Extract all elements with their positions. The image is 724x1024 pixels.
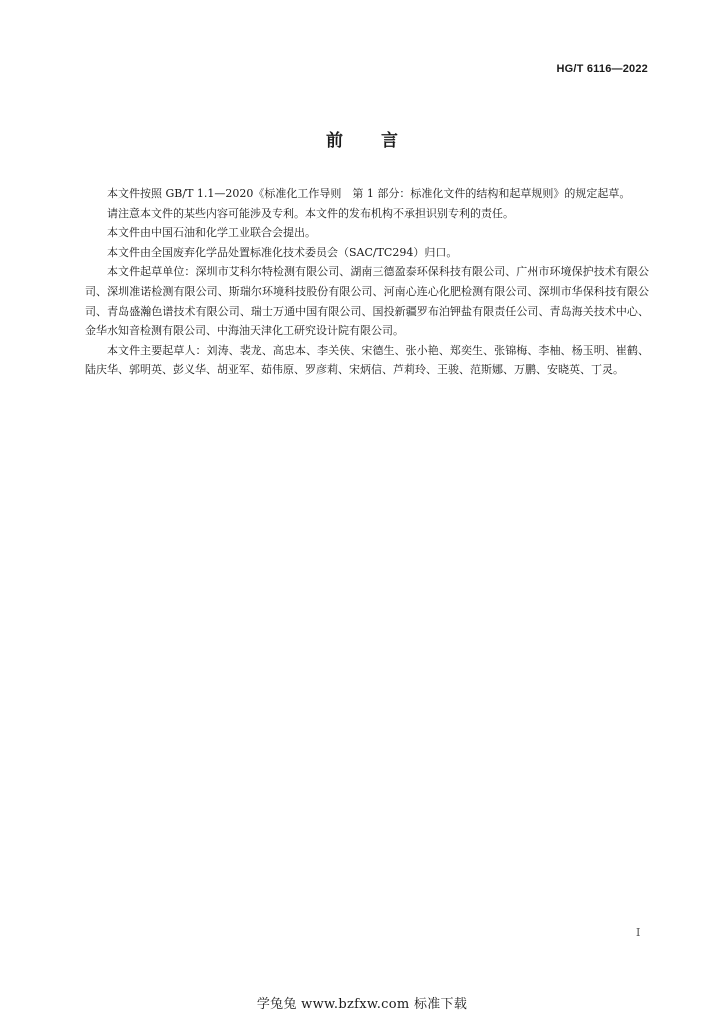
paragraph-proposer: 本文件由中国石油和化学工业联合会提出。 <box>107 226 316 240</box>
paragraph-drafters: 本文件主要起草人：刘涛、裴龙、高忠本、李关侠、宋德生、张小艳、郑奕生、张锦梅、李柚、杨玉明、崔鹤、陆庆华、郭明英、彭义华、胡亚军、茹伟原、罗彦莉、宋炳信、芦莉玲、王骏、范斯娜、万鹏、安晓英、丁灵。 <box>85 343 649 377</box>
page-number: I <box>636 926 641 939</box>
page-title: 前言 <box>326 131 436 151</box>
paragraph-committee: 本文件由全国废弃化学品处置标准化技术委员会（SAC/TC294）归口。 <box>107 245 458 259</box>
paragraph-drafting-rules: 本文件按照 GB/T 1.1—2020《标准化工作导则 第 1 部分：标准化文件的结构和起草规则》的规定起草。 <box>107 187 631 200</box>
paragraph-drafting-units: 本文件起草单位：深圳市艾科尔特检测有限公司、湖南三德盈泰环保科技有限公司、广州市环境保护技术有限公司、深圳准诺检测有限公司、斯瑞尔环境科技股份有限公司、河南心连心化肥检测有限公司、深圳市华保科技有限公司、青岛盛瀚色谱技术有限公司、瑞士万通中国有限公司、国投新疆罗布泊钾盐有限责任公司、青岛海关技术中心、金华水知音检测有限公司、中海油天津化工研究设计院有限公司。 <box>85 265 649 338</box>
paragraph-patent-notice: 请注意本文件的某些内容可能涉及专利。本文件的发布机构不承担识别专利的责任。 <box>107 206 514 220</box>
foreword-body <box>85 184 649 380</box>
standard-code: HG/T 6116—2022 <box>556 63 648 75</box>
footer-watermark: 学兔兔 www.bzfxw.com 标准下载 <box>256 997 468 1012</box>
